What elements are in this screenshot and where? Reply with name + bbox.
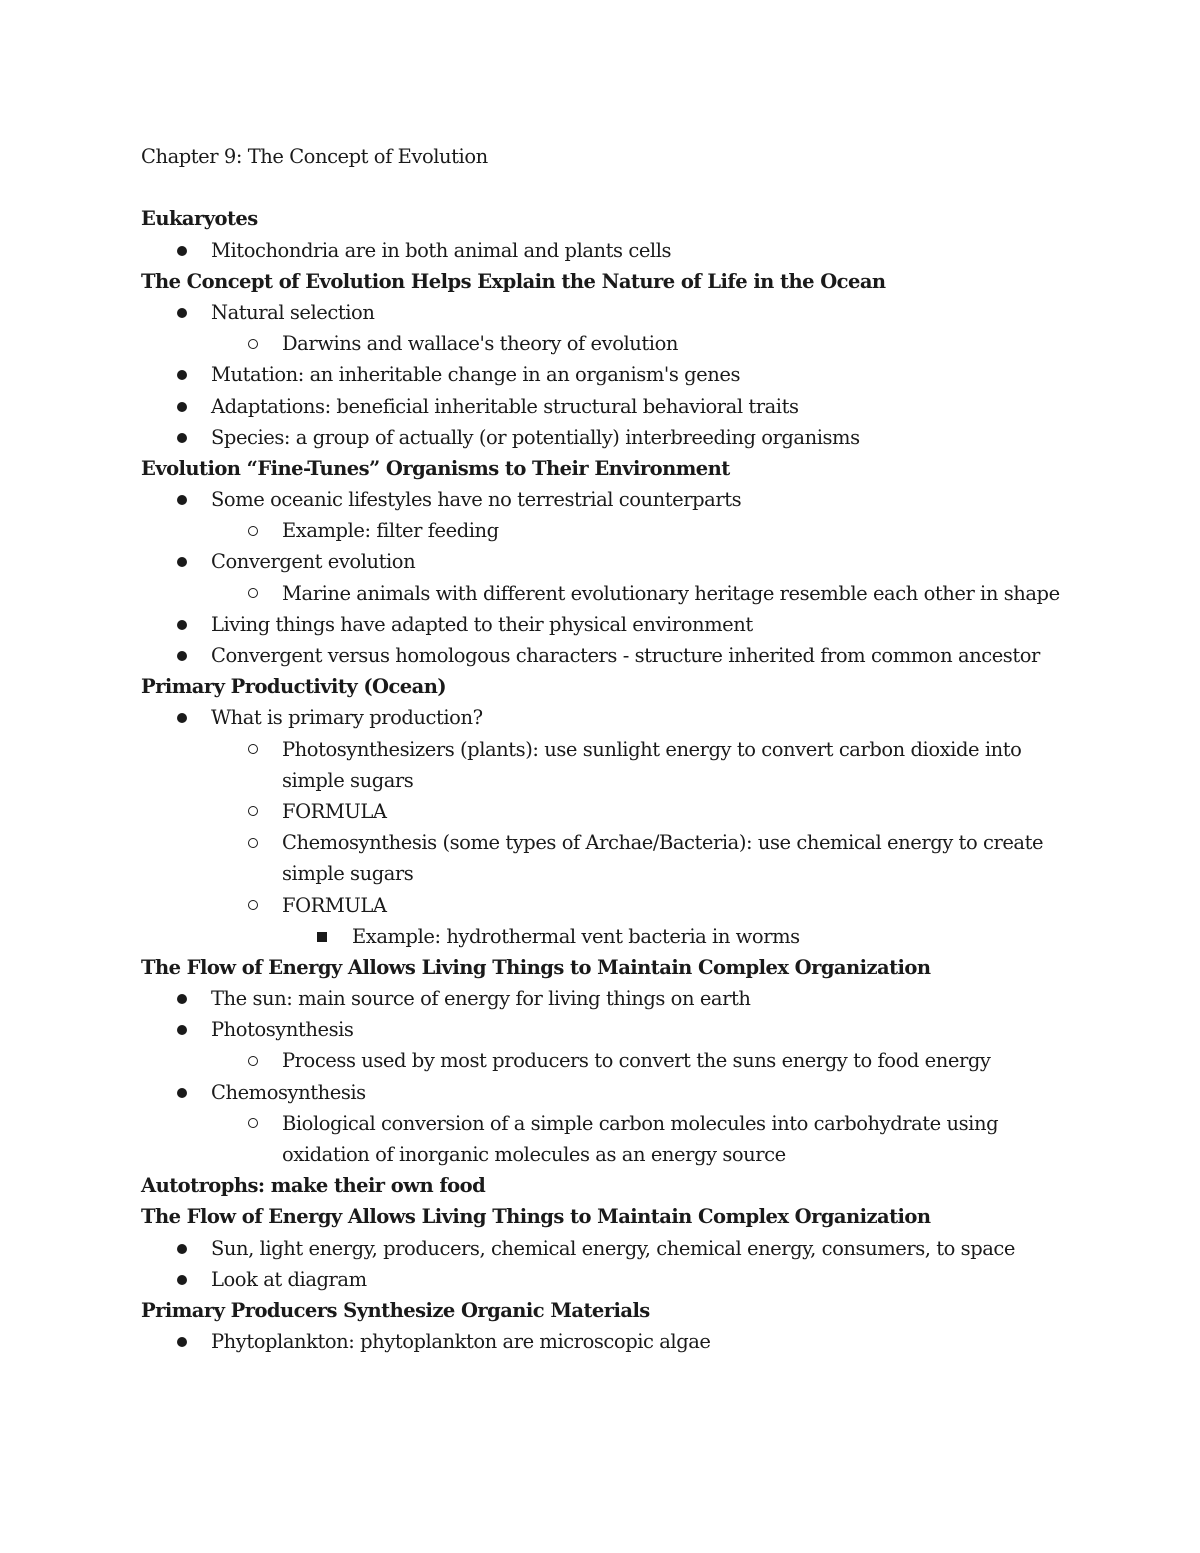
section-heading: Primary Producers Synthesize Organic Materials	[141, 1298, 650, 1322]
bullet-disc-icon	[177, 713, 187, 723]
list-item: Marine animals with different evolutionary heritage resemble each other in shape	[141, 578, 1141, 609]
bullet-disc-icon	[177, 651, 187, 661]
bullet-disc-icon	[177, 495, 187, 505]
list-item: Convergent evolution	[141, 546, 1141, 577]
bullet-disc-icon	[177, 994, 187, 1004]
list-item: Phytoplankton: phytoplankton are microscopic algae	[141, 1326, 1141, 1357]
list-item: Chemosynthesis	[141, 1077, 1141, 1108]
section-heading: The Flow of Energy Allows Living Things to Maintain Complex Organization	[141, 1205, 931, 1229]
section-heading: Evolution “Fine-Tunes” Organisms to Their Environment	[141, 456, 730, 480]
bullet-circle-icon	[248, 900, 258, 910]
list-item: Process used by most producers to convert the suns energy to food energy	[141, 1045, 1141, 1076]
blank-line	[141, 172, 1141, 203]
list-item: Mutation: an inheritable change in an organism's genes	[141, 359, 1141, 390]
section-heading: Autotrophs: make their own food	[141, 1174, 486, 1198]
bullet-disc-icon	[177, 308, 187, 318]
list-item: Darwins and wallace's theory of evolution	[141, 328, 1141, 359]
bullet-disc-icon	[177, 433, 187, 443]
list-item: Example: hydrothermal vent bacteria in worms	[141, 921, 1141, 952]
bullet-circle-icon	[248, 526, 258, 536]
bullet-square-icon	[317, 932, 327, 942]
list-item: FORMULA	[141, 890, 1141, 921]
bullet-circle-icon	[248, 339, 258, 349]
section-heading: The Concept of Evolution Helps Explain the Nature of Life in the Ocean	[141, 269, 886, 293]
section-heading: The Flow of Energy Allows Living Things to Maintain Complex Organization	[141, 955, 931, 979]
list-item-continuation: simple sugars	[282, 862, 414, 886]
list-item: What is primary production?	[141, 702, 1141, 733]
bullet-disc-icon	[177, 557, 187, 567]
list-item: Photosynthesizers (plants): use sunlight energy to convert carbon dioxide into	[141, 734, 1141, 765]
bullet-circle-icon	[248, 838, 258, 848]
list-item: Mitochondria are in both animal and plants cells	[141, 235, 1141, 266]
bullet-circle-icon	[248, 588, 258, 598]
list-item: Adaptations: beneficial inheritable structural behavioral traits	[141, 391, 1141, 422]
list-item: Photosynthesis	[141, 1014, 1141, 1045]
list-item: Example: filter feeding	[141, 515, 1141, 546]
bullet-disc-icon	[177, 1088, 187, 1098]
list-item: Look at diagram	[141, 1264, 1141, 1295]
bullet-disc-icon	[177, 402, 187, 412]
document-body	[141, 141, 1141, 1357]
list-item: Natural selection	[141, 297, 1141, 328]
bullet-disc-icon	[177, 1244, 187, 1254]
list-item: Convergent versus homologous characters - structure inherited from common ancestor	[141, 640, 1141, 671]
bullet-disc-icon	[177, 620, 187, 630]
bullet-disc-icon	[177, 246, 187, 256]
list-item: The sun: main source of energy for living things on earth	[141, 983, 1141, 1014]
page-title: Chapter 9: The Concept of Evolution	[141, 145, 488, 168]
bullet-circle-icon	[248, 806, 258, 816]
bullet-disc-icon	[177, 370, 187, 380]
list-item: Chemosynthesis (some types of Archae/Bacteria): use chemical energy to create	[141, 827, 1141, 858]
list-item: Species: a group of actually (or potentially) interbreeding organisms	[141, 422, 1141, 453]
section-heading: Primary Productivity (Ocean)	[141, 675, 447, 699]
list-item: FORMULA	[141, 796, 1141, 827]
bullet-disc-icon	[177, 1275, 187, 1285]
bullet-circle-icon	[248, 1118, 258, 1128]
section-heading: Eukaryotes	[141, 207, 258, 231]
list-item: Some oceanic lifestyles have no terrestrial counterparts	[141, 484, 1141, 515]
list-item: Living things have adapted to their physical environment	[141, 609, 1141, 640]
bullet-disc-icon	[177, 1025, 187, 1035]
list-item-continuation: simple sugars	[282, 768, 414, 792]
list-item: Biological conversion of a simple carbon molecules into carbohydrate using	[141, 1108, 1141, 1139]
bullet-disc-icon	[177, 1337, 187, 1347]
list-item-continuation: oxidation of inorganic molecules as an energy source	[282, 1143, 786, 1166]
bullet-circle-icon	[248, 744, 258, 754]
bullet-circle-icon	[248, 1056, 258, 1066]
list-item: Sun, light energy, producers, chemical energy, chemical energy, consumers, to space	[141, 1233, 1141, 1264]
